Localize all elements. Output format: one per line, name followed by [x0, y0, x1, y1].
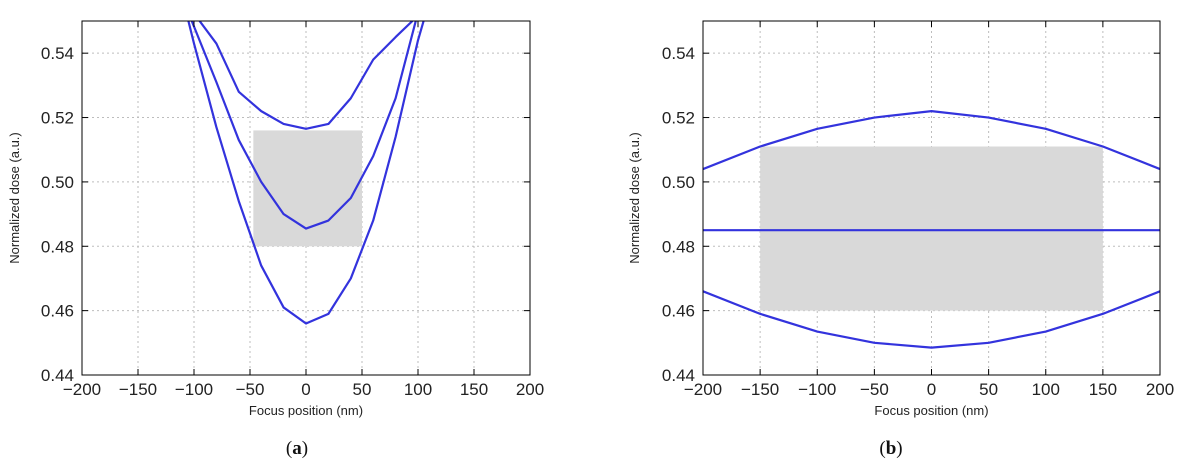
x-tick-label: 150 — [1088, 380, 1118, 399]
y-tick-label: 0.46 — [40, 301, 74, 321]
x-tick-label: −150 — [740, 380, 780, 399]
y-tick-label: 0.52 — [661, 108, 695, 128]
x-tick-label: −200 — [683, 380, 723, 399]
caption-a: (a) — [285, 438, 309, 459]
y-tick-label: 0.52 — [40, 108, 74, 128]
x-tick-label: 50 — [979, 380, 999, 399]
x-tick-label: 50 — [352, 380, 372, 399]
y-tick-label: 0.50 — [40, 172, 74, 192]
caption-b: (b) — [879, 438, 903, 459]
x-tick-label: 100 — [403, 380, 433, 399]
x-tick-label: 0 — [926, 380, 937, 399]
caption-b-label: b — [885, 438, 897, 459]
y-axis-label: Normalized dose (a.u.) — [7, 132, 22, 264]
x-tick-label: −50 — [859, 380, 889, 399]
x-tick-label: 100 — [1031, 380, 1060, 399]
caption-a-label: a — [292, 438, 302, 459]
chart-panel-b — [593, 0, 1186, 468]
y-tick-label: 0.44 — [661, 366, 695, 385]
x-tick-label: −100 — [174, 380, 214, 399]
x-tick-label: −100 — [798, 380, 837, 399]
x-axis-label: Focus position (nm) — [874, 403, 989, 418]
x-tick-label: 200 — [515, 380, 545, 399]
y-tick-label: 0.44 — [40, 366, 74, 385]
x-tick-label: 150 — [459, 380, 489, 399]
x-tick-label: 0 — [301, 380, 311, 399]
y-tick-label: 0.48 — [40, 237, 74, 257]
y-tick-label: 0.46 — [661, 301, 695, 321]
x-axis-label: Focus position (nm) — [248, 403, 364, 418]
y-tick-label: 0.54 — [40, 44, 74, 64]
x-tick-label: −200 — [62, 380, 102, 399]
shaded-region — [760, 147, 1103, 311]
x-tick-label: −50 — [235, 380, 265, 399]
y-axis-label: Normalized dose (a.u.) — [627, 132, 642, 264]
y-tick-label: 0.54 — [661, 44, 695, 64]
chart-b-svg — [593, 0, 1186, 468]
y-tick-label: 0.48 — [661, 237, 695, 257]
x-tick-label: −150 — [118, 380, 158, 399]
x-tick-label: 200 — [1145, 380, 1175, 399]
y-tick-label: 0.50 — [661, 172, 695, 192]
